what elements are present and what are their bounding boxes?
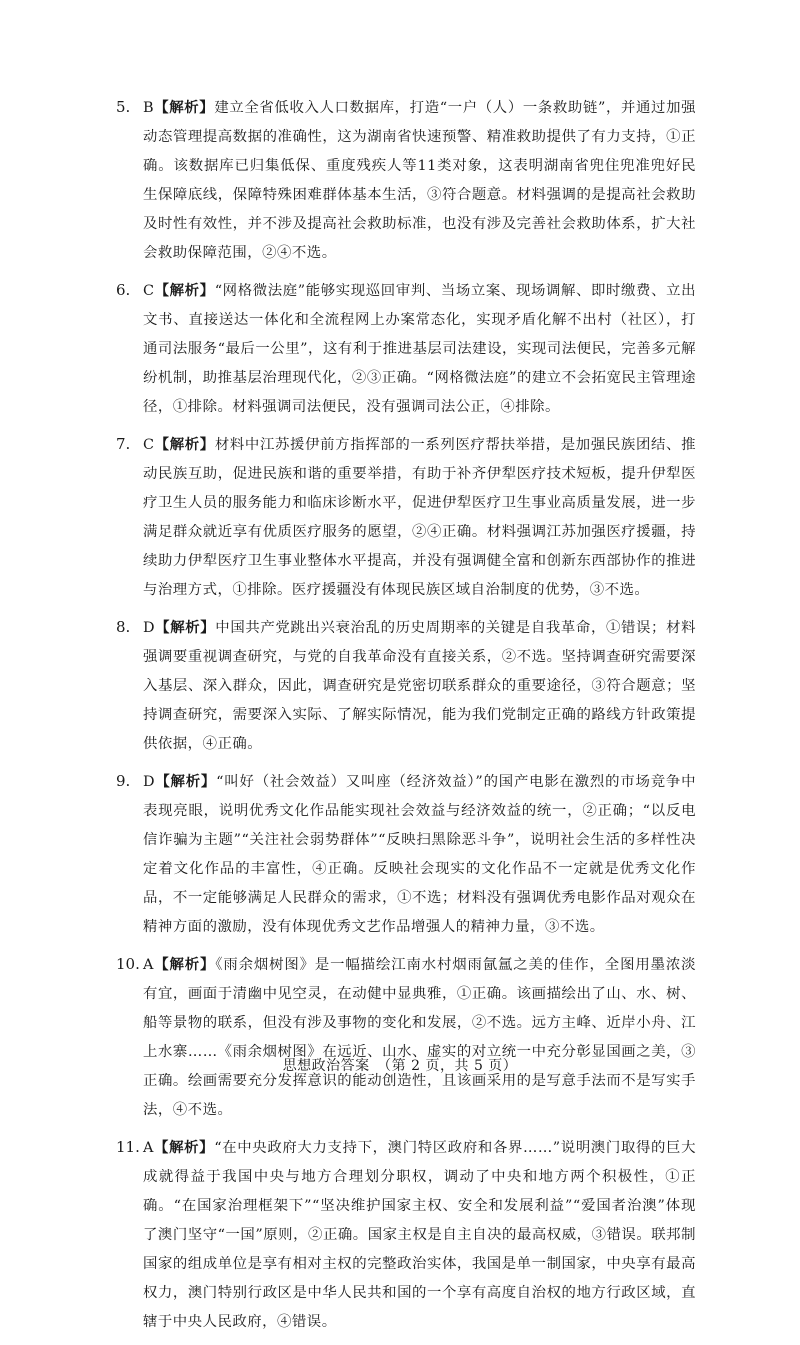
analysis-body: “叫好（社会效益）又叫座（经济效益）”的国产电影在激烈的市场竞争中表现亮眼，说明优秀文化作品能实现社会效益与经济效益的统一，②正确；“以反电信诈骗为主题”“关注社会弱势群体”“反映扫黑除恶斗争”，说明社会生活的多样性决定着文化作品的丰富性，④正确。反映社会现实的文化作品不一定就是优秀文化作品，不一定能够满足人民群众的需求，①不选；材料没有强调优秀电影作品对观众在精神方面的激励，没有体现优秀文艺作品增强人的精神力量，③不选。 [143, 774, 696, 935]
analysis-tag: 【解析】 [154, 99, 215, 116]
answer-item-10 [116, 950, 696, 1125]
question-number: 7. [116, 435, 131, 453]
answer-item-5 [116, 93, 696, 268]
analysis-tag: 【解析】 [154, 282, 215, 299]
answer-letter: D [143, 774, 156, 790]
analysis-body: 建立全省低收入人口数据库，打造“一户（人）一条救助链”，并通过加强动态管理提高数据的准确性，这为湖南省快速预警、精准救助提供了有力支持，①正确。该数据库已归集低保、重度残疾人等11类对象，这表明湖南省兜住兜准兜好民生保障底线，保障特殊困难群体基本生活，③符合题意。材料强调的是提高社会救助及时性有效性，并不涉及提高社会救助标准，也没有涉及完善社会救助体系，扩大社会救助保障范围，②④不选。 [143, 100, 696, 261]
question-number: 9. [116, 772, 131, 790]
analysis-body: 《雨余烟树图》是一幅描绘江南水村烟雨氤氲之美的佳作，全图用墨浓淡有宜，画面于清幽中见空灵，在动健中显典雅，①正确。该画描绘出了山、水、树、船等景物的联系，但没有涉及事物的变化和发展，②不选。远方主峰、近岸小舟、江上水寨……《雨余烟树图》在远近、山水、虚实的对立统一中充分彰显国画之美，③正确。绘画需要充分发挥意识的能动创造性，且该画采用的是写意手法而不是写实手法，④不选。 [143, 957, 696, 1118]
analysis-body: “网格微法庭”能够实现巡回审判、当场立案、现场调解、即时缴费、立出文书、直接送达一体化和全流程网上办案常态化，实现矛盾化解不出村（社区），打通司法服务“最后一公里”，这有利于推进基层司法建设，实现司法便民，完善多元解纷机制，助推基层治理现代化，②③正确。“网格微法庭”的建立不会拓宽民主管理途径，①排除。材料强调司法便民，没有强调司法公正，④排除。 [143, 283, 696, 415]
question-number: 11. [116, 1138, 140, 1156]
explanation-text [143, 430, 696, 605]
analysis-body: “在中央政府大力支持下，澳门特区政府和各界……”说明澳门取得的巨大成就得益于我国中央与地方合理划分职权，调动了中央和地方两个积极性，①正确。“在国家治理框架下”“坚决维护国家主权、安全和发展利益”“爱国者治澳”体现了澳门坚守“一国”原则，②正确。国家主权是自主自决的最高权威，③错误。联邦制国家的组成单位是享有相对主权的完整政治实体，我国是单一制国家，中央享有最高权力，澳门特别行政区是中华人民共和国的一个享有高度自治权的地方行政区域，直辖于中央人民政府，④错误。 [143, 1140, 696, 1330]
explanation-text [143, 1133, 696, 1337]
analysis-body: 中国共产党跳出兴衰治乱的历史周期率的关键是自我革命，①错误；材料强调要重视调查研究，与党的自我革命没有直接关系，②不选。坚持调查研究需要深入基层、深入群众，因此，调查研究是党密切联系群众的重要途径，③符合题意；坚持调查研究，需要深入实际、了解实际情况，能为我们党制定正确的路线方针政策提供依据，④正确。 [143, 620, 696, 752]
answer-item-9 [116, 767, 696, 942]
analysis-tag: 【解析】 [153, 1139, 215, 1156]
answer-item-11 [116, 1133, 696, 1337]
answer-letter: D [143, 620, 156, 636]
answer-letter: A [143, 957, 154, 973]
page-footer: 思想政治答案 （第 2 页，共 5 页） [282, 1058, 518, 1074]
question-number: 8. [116, 618, 131, 636]
answer-letter: C [143, 437, 155, 453]
analysis-tag: 【解析】 [155, 619, 216, 636]
answer-item-7 [116, 430, 696, 605]
explanation-text [143, 276, 696, 422]
answer-item-8 [116, 613, 696, 759]
answer-item-6 [116, 276, 696, 422]
answer-letter: B [143, 100, 155, 116]
analysis-body: 材料中江苏援伊前方指挥部的一系列医疗帮扶举措，是加强民族团结、推动民族互助，促进民族和谐的重要举措，有助于补齐伊犁医疗技术短板，提升伊犁医疗卫生人员的服务能力和临床诊断水平，促进伊犁医疗卫生事业高质量发展，进一步满足群众就近享有优质医疗服务的愿望，②④正确。材料强调江苏加强医疗援疆，持续助力伊犁医疗卫生事业整体水平提高，并没有强调健全富和创新东西部协作的推进与治理方式，①排除。医疗援疆没有体现民族区域自治制度的优势，③不选。 [143, 437, 696, 598]
explanation-text [143, 93, 696, 268]
analysis-tag: 【解析】 [153, 956, 216, 973]
question-number: 5. [116, 98, 131, 116]
answer-letter: C [143, 283, 155, 299]
analysis-tag: 【解析】 [155, 773, 217, 790]
analysis-tag: 【解析】 [154, 436, 215, 453]
explanation-text [143, 767, 696, 942]
explanation-text [143, 950, 696, 1125]
answer-list [116, 93, 696, 1345]
question-number: 6. [116, 281, 131, 299]
question-number: 10. [116, 955, 140, 973]
explanation-text [143, 613, 696, 759]
answer-letter: A [143, 1140, 154, 1156]
